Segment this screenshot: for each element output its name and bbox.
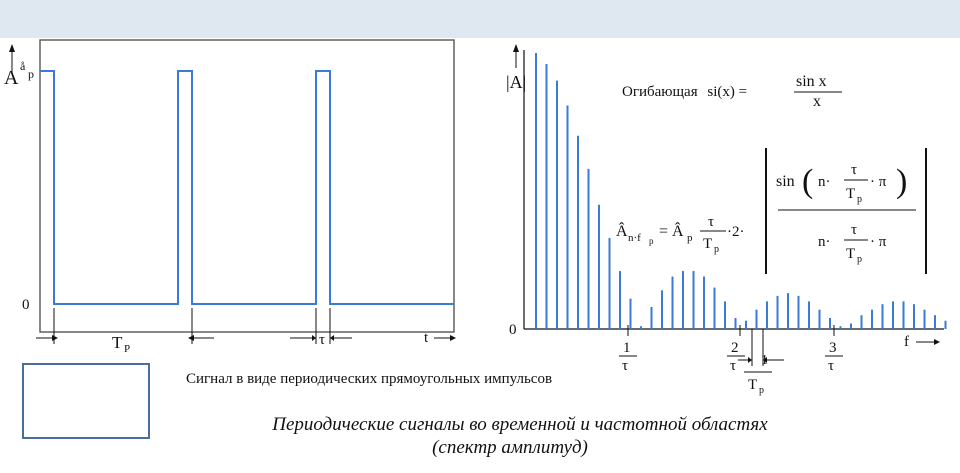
envelope-num: sin x bbox=[796, 73, 827, 90]
den-Tp: T bbox=[846, 246, 856, 262]
freq-zero-label: 0 bbox=[509, 322, 517, 338]
tick3-den: τ bbox=[828, 358, 835, 374]
period-arrow-left-head bbox=[52, 335, 58, 341]
caption-line-2: (спектр амплитуд) bbox=[432, 437, 588, 458]
amp-lhs-subsub: p bbox=[649, 236, 654, 246]
period-arrow-right-head bbox=[188, 335, 194, 341]
signal-caption: Сигнал в виде периодических прямоугольных импульсов bbox=[186, 371, 553, 387]
num-Tp: T bbox=[846, 186, 856, 202]
amp-lhs: Â bbox=[616, 223, 628, 240]
f-arrow-head bbox=[934, 339, 940, 345]
pulse-train bbox=[40, 71, 454, 304]
time-plot-frame bbox=[40, 40, 454, 332]
den-n: n· bbox=[818, 234, 831, 250]
fp-label-block bbox=[740, 362, 780, 402]
den-pi: · π bbox=[870, 234, 887, 250]
signal-figure bbox=[0, 38, 960, 387]
period-label-sub: P bbox=[124, 343, 131, 355]
tick2-num: 2 bbox=[731, 340, 739, 356]
tau-arrow-right-head bbox=[330, 335, 334, 341]
amp-lhs-sub: n·f bbox=[628, 232, 641, 244]
num-tau: τ bbox=[851, 162, 858, 178]
time-y-label-sub: p bbox=[28, 67, 34, 81]
amp-tau-num: τ bbox=[708, 214, 715, 230]
tick3-num: 3 bbox=[829, 340, 837, 356]
envelope-text: Огибающая si(x) = bbox=[622, 84, 748, 100]
time-y-label-sup: å bbox=[20, 59, 26, 73]
num-Tp-sub: p bbox=[857, 194, 862, 205]
t-arrow-head bbox=[450, 335, 456, 341]
den-tau: τ bbox=[851, 222, 858, 238]
num-n: n· bbox=[818, 174, 831, 190]
fp-num: 1 bbox=[761, 353, 768, 368]
amp-eq-sub: p bbox=[687, 232, 693, 244]
caption-line-1: Периодические сигналы во временной и частотной областях bbox=[272, 414, 768, 435]
freq-y-marker-head bbox=[513, 44, 519, 52]
period-label: T bbox=[112, 333, 123, 352]
time-y-arrow bbox=[9, 44, 15, 52]
paren-close: ) bbox=[896, 163, 908, 200]
tick1-num: 1 bbox=[623, 340, 631, 356]
tick2-den: τ bbox=[730, 358, 737, 374]
t-label: t bbox=[424, 330, 429, 346]
tau-arrow-left-head bbox=[312, 335, 316, 341]
tau-label: τ bbox=[319, 332, 326, 348]
envelope-den: x bbox=[813, 93, 821, 110]
amp-Tp: T bbox=[703, 236, 713, 252]
amp-eq: = Â bbox=[659, 223, 684, 240]
amp-times2: ·2· bbox=[727, 224, 745, 240]
f-label: f bbox=[904, 334, 909, 350]
tick1-den: τ bbox=[622, 358, 629, 374]
time-zero-label: 0 bbox=[22, 297, 30, 313]
time-y-label: A bbox=[4, 67, 19, 89]
paren-open: ( bbox=[802, 163, 814, 200]
fp-den: T bbox=[748, 377, 758, 393]
sin-label: sin bbox=[776, 173, 795, 190]
fp-den-sub: p bbox=[759, 385, 764, 396]
header-band bbox=[0, 0, 960, 38]
den-Tp-sub: p bbox=[857, 254, 862, 265]
freq-y-label: |A| bbox=[506, 72, 527, 92]
amp-Tp-sub: p bbox=[714, 244, 719, 255]
num-pi: · π bbox=[870, 174, 887, 190]
